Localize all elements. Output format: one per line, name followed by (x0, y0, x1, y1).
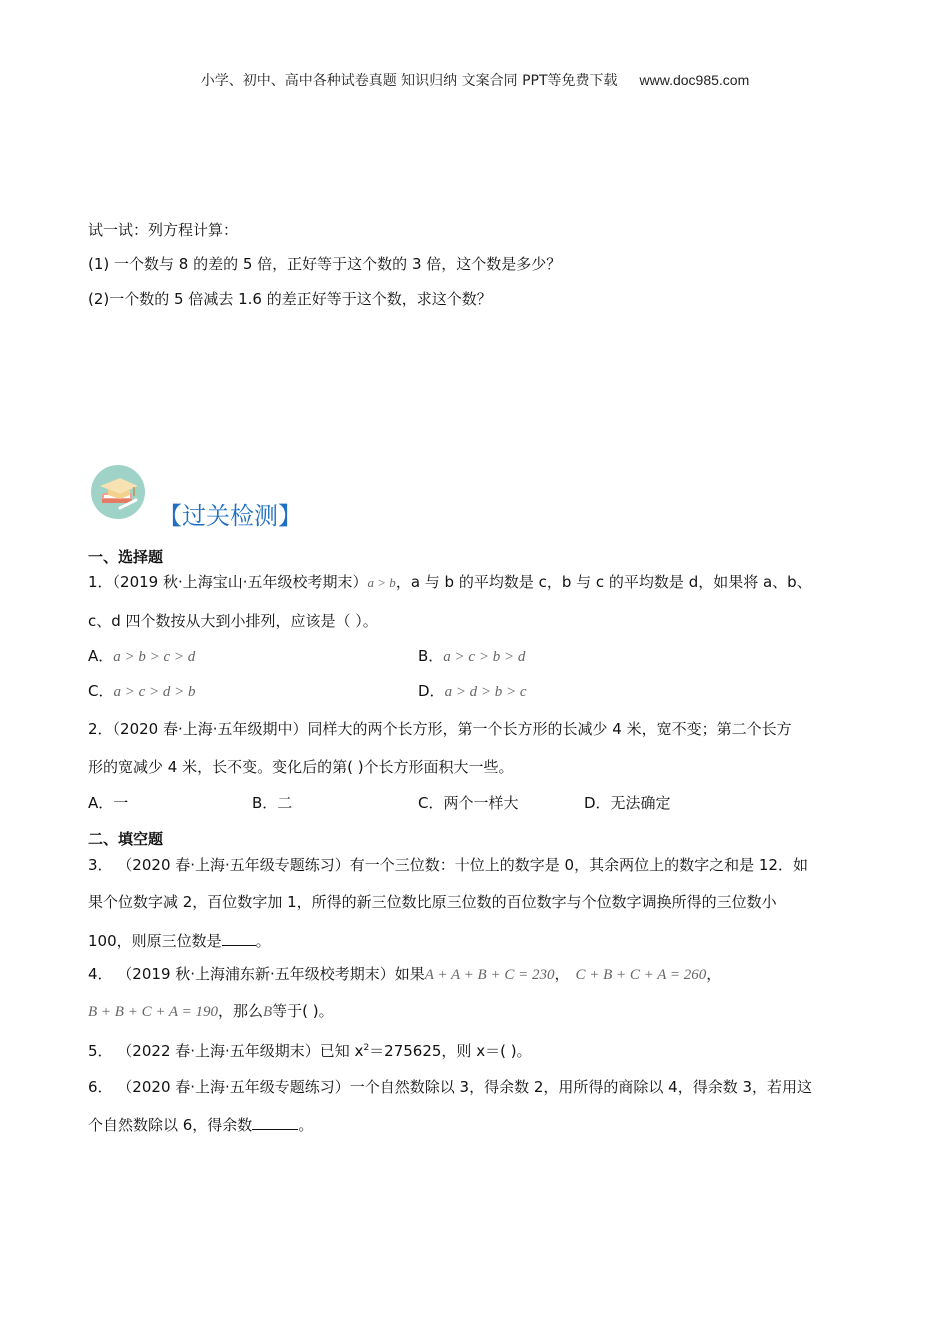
q4-sep2: ， (706, 965, 722, 983)
q3-line1: 3． （2020 春·上海·五年级专题练习）有一个三位数：十位上的数字是 0，其余两位上的数字之和是 12．如 (88, 856, 808, 874)
q2-option-b: B．二 (252, 794, 293, 812)
q3-answer-blank[interactable] (222, 931, 256, 946)
option-math: a > c > b > d (443, 649, 526, 665)
q3-line3 (88, 930, 271, 951)
q3-end: 。 (255, 932, 271, 950)
q2-num: 2． (88, 720, 113, 738)
tryit-q1: (1) 一个数与 8 的差的 5 倍，正好等于这个数的 3 倍，这个数是多少？ (88, 255, 562, 273)
option-label: C． (88, 682, 114, 700)
q5-line (88, 1040, 532, 1061)
q5-post: ＝275625，则 x＝( )。 (369, 1042, 532, 1060)
q1-num: 1． (88, 573, 113, 591)
q4-eq1: A + A + B + C = 230 (424, 967, 555, 983)
graduation-cap-book-icon (90, 464, 146, 520)
q1-option-d (418, 680, 527, 701)
q2-option-a: A．一 (88, 794, 129, 812)
q1-option-c (88, 680, 196, 701)
q4-sep: ， (554, 965, 570, 983)
q4-line1 (88, 963, 721, 984)
header-text: 小学、初中、高中各种试卷真题 知识归纳 文案合同 PPT等免费下载 (200, 73, 618, 89)
tryit-title: 试一试：列方程计算： (88, 221, 239, 239)
q4-post2: 等于( )。 (272, 1002, 334, 1020)
option-label: B． (418, 647, 444, 665)
q2-line2: 形的宽减少 4 米，长不变。变化后的第( )个长方形面积大一些。 (88, 758, 514, 776)
q6-end: 。 (298, 1116, 314, 1134)
q1-rest: ，a 与 b 的平均数是 c，b 与 c 的平均数是 d，如果将 a、b、 (395, 573, 812, 591)
option-label: A． (88, 647, 114, 665)
q1-option-a (88, 645, 195, 666)
option-label: D． (418, 682, 445, 700)
q2-option-c: C．两个一样大 (418, 794, 519, 812)
q4-post: ，那么 (217, 1002, 263, 1020)
page-header (0, 70, 950, 90)
section2-title: 二、填空题 (88, 830, 164, 848)
q6-answer-blank[interactable] (252, 1115, 298, 1130)
q1-line2: c、d 四个数按从大到小排列，应该是（ ）。 (88, 612, 378, 630)
q2-text: （2020 春·上海·五年级期中）同样大的两个长方形，第一个长方形的长减少 4 米，宽不变；第二个长方 (112, 720, 792, 738)
q2-option-d: D．无法确定 (584, 794, 671, 812)
q6-line1: 6． （2020 春·上海·五年级专题练习）一个自然数除以 3，得余数 2，用所得的商除以 4，得余数 3，若用这 (88, 1078, 813, 1096)
q6-text: 个自然数除以 6，得余数 (88, 1116, 253, 1134)
q4-line2 (88, 1000, 334, 1021)
tryit-q2: (2)一个数的 5 倍减去 1.6 的差正好等于这个数，求这个数？ (88, 290, 492, 308)
q6-line2 (88, 1114, 313, 1135)
q5-sup: 2 (363, 1043, 370, 1053)
section1-title: 一、选择题 (88, 548, 164, 566)
q4-eq3: B + B + C + A = 190 (88, 1004, 218, 1020)
q2-line1 (88, 718, 792, 739)
q1-line1 (88, 571, 812, 592)
banner-title: 【过关检测】 (158, 502, 302, 530)
option-math: a > c > d > b (113, 684, 196, 700)
q3-line2: 果个位数字减 2，百位数字加 1，所得的新三位数比原三位数的百位数字与个位数字调换所得的三位数小 (88, 893, 777, 911)
q1-option-b (418, 645, 525, 666)
q1-src: （2019 秋·上海宝山·五年级校考期末） (112, 573, 368, 591)
q5-text: 5． （2022 春·上海·五年级期末）已知 x (88, 1042, 364, 1060)
option-math: a > d > b > c (444, 684, 527, 700)
q4-eq2: C + B + C + A = 260 (575, 967, 707, 983)
option-math: a > b > c > d (113, 649, 196, 665)
q3-text: 100，则原三位数是 (88, 932, 222, 950)
q4-var: B (262, 1004, 273, 1020)
q4-text: 4． （2019 秋·上海浦东新·五年级校考期末）如果 (88, 965, 425, 983)
q1-cond: a > b (367, 575, 396, 590)
header-site[interactable]: www.doc985.com (639, 72, 750, 88)
